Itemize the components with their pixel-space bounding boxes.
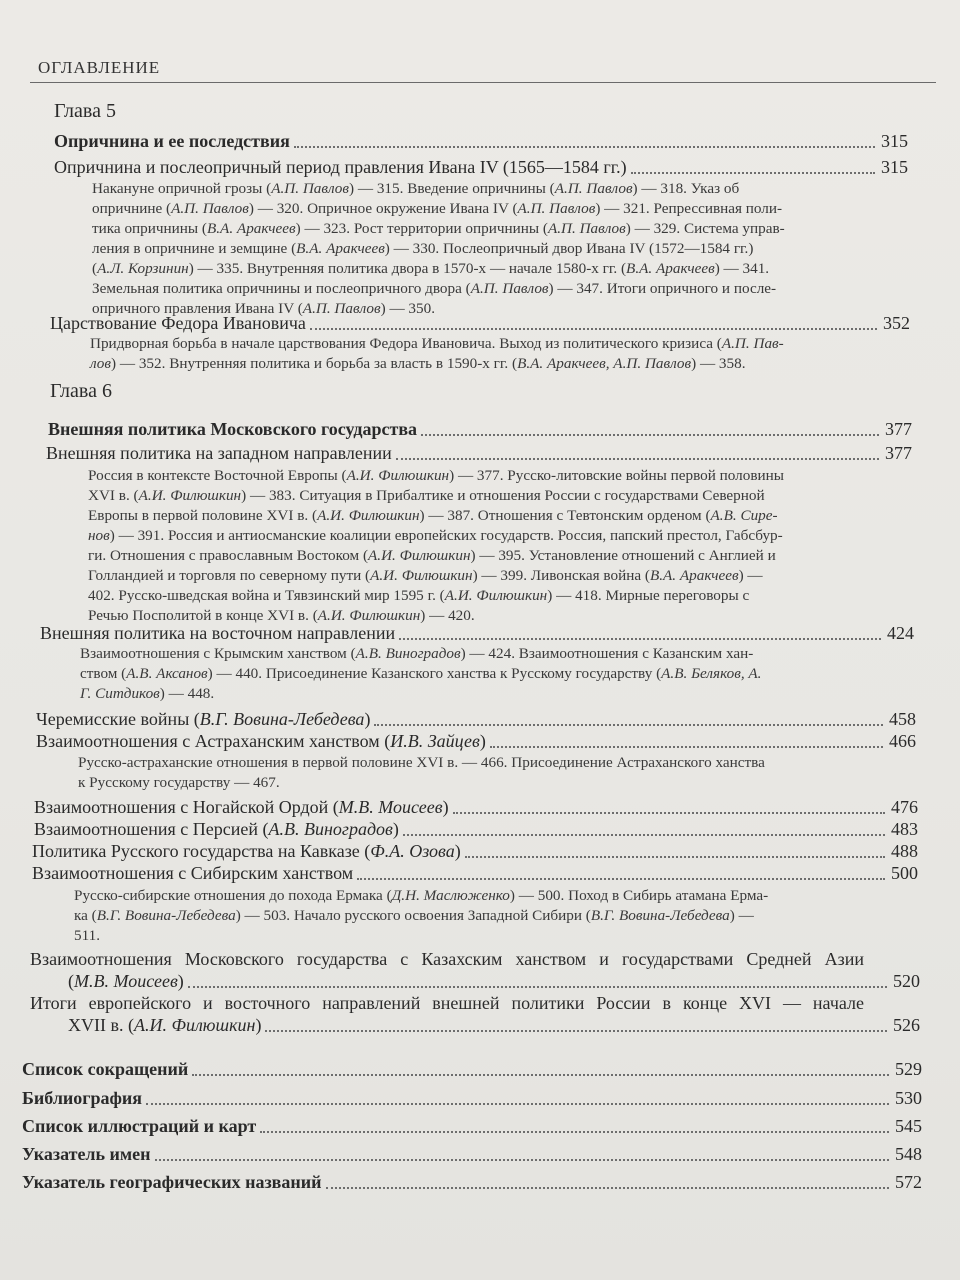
page-number: 315: [881, 131, 908, 151]
entry-title: Указатель географических названий: [22, 1172, 322, 1192]
subsection-list: [88, 466, 860, 626]
chapter-6-label: Глава 6: [50, 380, 112, 402]
subsection-line: Русско-астраханские отношения в первой половине XVI в. — 466. Присоединение Астраханского ханства: [78, 754, 765, 771]
subsection-line: тика опричнины (В.А. Аракчеев) — 323. Рост территории опричнины (А.П. Павлов) — 329. Система управ-: [92, 220, 785, 237]
entry-title: Взаимоотношения с Ногайской Ордой (М.В. Моисеев): [34, 797, 449, 817]
toc-entry-results-line1: Итоги европейского и восточного направлений внешней политики России в конце XVI — начале: [30, 993, 864, 1013]
entry-title: (М.В. Моисеев): [68, 971, 184, 991]
page-number: 572: [895, 1172, 922, 1192]
subsection-line: Придворная борьба в начале царствования Федора Ивановича. Выход из политического кризиса (А.П. Пав-: [90, 335, 784, 352]
toc-entry-astrakhan[interactable]: [36, 730, 916, 752]
toc-entry-bibliography[interactable]: [22, 1087, 922, 1109]
subsection-list: [92, 179, 832, 319]
toc-entry-persia[interactable]: [34, 818, 918, 840]
leader-dots: [155, 1158, 889, 1161]
subsection-line: ка (В.Г. Вовина-Лебедева) — 503. Начало русского освоения Западной Сибири (В.Г. Вовина-Лебедева) —: [74, 907, 754, 924]
leader-dots: [403, 833, 885, 836]
leader-dots: [631, 171, 875, 174]
leader-dots: [399, 637, 881, 640]
entry-title: Список сокращений: [22, 1059, 189, 1079]
toc-entry-east[interactable]: [40, 622, 914, 644]
entry-title: Черемисские войны (В.Г. Вовина-Лебедева): [36, 709, 371, 729]
subsection-line: ления в опричнине и земщине (В.А. Аракчеев) — 330. Послеопричный двор Ивана IV (1572—1584 гг.): [92, 240, 754, 257]
entry-title: Взаимоотношения с Астраханским ханством (И.В. Зайцев): [36, 731, 486, 751]
header-rule: [30, 82, 936, 83]
subsection-line: Европы в первой половине XVI в. (А.И. Филюшкин) — 387. Отношения с Тевтонским орденом (А.В. Сире-: [88, 507, 778, 524]
entry-title: Внешняя политика на западном направлении: [46, 443, 392, 463]
page-number: 352: [883, 313, 910, 333]
toc-entry-chapter-6[interactable]: [48, 418, 912, 440]
leader-dots: [453, 811, 885, 814]
chapter-5-label: Глава 5: [54, 100, 116, 122]
page-number: 529: [895, 1059, 922, 1079]
toc-entry-oprichnina[interactable]: [54, 156, 908, 178]
subsection-list: [78, 753, 862, 793]
toc-entry-results[interactable]: [68, 1014, 920, 1036]
page-number: 458: [889, 709, 916, 729]
leader-dots: [192, 1073, 889, 1076]
entry-title: Взаимоотношения с Персией (А.В. Виноградов): [34, 819, 399, 839]
page-number: 315: [881, 157, 908, 177]
toc-entry-nogai[interactable]: [34, 796, 918, 818]
subsection-line: опричного правления Ивана IV (А.П. Павлов) — 350.: [92, 300, 436, 317]
entry-title: Опричнина и послеопричный период правления Ивана IV (1565—1584 гг.): [54, 157, 627, 177]
subsection-line: Россия в контексте Восточной Европы (А.И. Филюшкин) — 377. Русско-литовские войны первой половины: [88, 467, 784, 484]
page-number: 377: [885, 443, 912, 463]
leader-dots: [396, 457, 879, 460]
subsection-line: ством (А.В. Аксанов) — 440. Присоединение Казанского ханства к Русскому государству (А.В. Беляков, А.: [80, 665, 762, 682]
page-number: 500: [891, 863, 918, 883]
toc-entry-illustrations[interactable]: [22, 1115, 922, 1137]
leader-dots: [146, 1102, 889, 1105]
subsection-line: Русско-сибирские отношения до похода Ермака (Д.Н. Маслюженко) — 500. Поход в Сибирь атамана Ерма-: [74, 887, 769, 904]
entry-title: Внешняя политика Московского государства: [48, 419, 418, 439]
leader-dots: [260, 1130, 889, 1133]
subsection-line: опричнине (А.П. Павлов) — 320. Опричное окружение Ивана IV (А.П. Павлов) — 321. Репрессивная поли-: [92, 200, 783, 217]
page-number: 466: [889, 731, 916, 751]
subsection-line: XVI в. (А.И. Филюшкин) — 383. Ситуация в Прибалтике и отношения России с государствами Северной: [88, 487, 765, 504]
page-number: 530: [895, 1088, 922, 1108]
entry-title: Политика Русского государства на Кавказе (Ф.А. Озова): [32, 841, 461, 861]
entry-title: Опричнина и ее последствия: [54, 131, 290, 151]
leader-dots: [490, 745, 883, 748]
toc-entry-west[interactable]: [46, 442, 912, 464]
page-number: 526: [893, 1015, 920, 1035]
leader-dots: [310, 327, 877, 330]
page-number: 476: [891, 797, 918, 817]
leader-dots: [374, 723, 883, 726]
page-number: 545: [895, 1116, 922, 1136]
toc-entry-caucasus[interactable]: [32, 840, 918, 862]
entry-title: Библиография: [22, 1088, 143, 1108]
entry-title: XVII в. (А.И. Филюшкин): [68, 1015, 262, 1035]
toc-entry-name-index[interactable]: [22, 1143, 922, 1165]
leader-dots: [465, 855, 885, 858]
subsection-line: (А.Л. Корзинин) — 335. Внутренняя политика двора в 1570-х — начале 1580-х гг. (В.А. Аракчеев) — 341.: [92, 260, 770, 277]
entry-title: Указатель имен: [22, 1144, 151, 1164]
toc-entry-geo-index[interactable]: [22, 1171, 922, 1193]
entry-title: Список иллюстраций и карт: [22, 1116, 257, 1136]
subsection-list: [74, 886, 866, 946]
subsection-list: [80, 644, 862, 704]
running-header: ОГЛАВЛЕНИЕ: [38, 58, 161, 77]
leader-dots: [265, 1029, 887, 1032]
page-number: 424: [887, 623, 914, 643]
leader-dots: [357, 877, 885, 880]
page-number: 520: [893, 971, 920, 991]
toc-entry-fedor[interactable]: [50, 312, 910, 334]
subsection-line: Взаимоотношения с Крымским ханством (А.В. Виноградов) — 424. Взаимоотношения с Казанским хан-: [80, 645, 754, 662]
page-number: 488: [891, 841, 918, 861]
subsection-line: Г. Ситдиков) — 448.: [80, 685, 215, 702]
subsection-line: Голландией и торговля по северному пути (А.И. Филюшкин) — 399. Ливонская война (В.А. Аракчеев) —: [88, 567, 763, 584]
leader-dots: [421, 433, 879, 436]
subsection-line: к Русскому государству — 467.: [78, 774, 280, 791]
toc-entry-kazakh-line1: Взаимоотношения Московского государства с Казахским ханством и государствами Средней Азии: [30, 949, 864, 969]
subsection-line: 402. Русско-шведская война и Тявзинский мир 1595 г. (А.И. Филюшкин) — 418. Мирные переговоры с: [88, 587, 750, 604]
page-number: 377: [885, 419, 912, 439]
toc-entry-abbreviations[interactable]: [22, 1058, 922, 1080]
leader-dots: [188, 985, 887, 988]
subsection-line: Речью Посполитой в конце XVI в. (А.И. Филюшкин) — 420.: [88, 607, 475, 624]
leader-dots: [294, 145, 875, 148]
toc-entry-cheremis[interactable]: [36, 708, 916, 730]
page-number: 548: [895, 1144, 922, 1164]
subsection-line: ги. Отношения с православным Востоком (А.И. Филюшкин) — 395. Установление отношений с Англией и: [88, 547, 776, 564]
subsection-line: лов) — 352. Внутренняя политика и борьба за власть в 1590-х гг. (В.А. Аракчеев, А.П. Павлов) — 358.: [90, 355, 746, 372]
entry-title: Внешняя политика на восточном направлении: [40, 623, 396, 643]
leader-dots: [326, 1186, 889, 1189]
subsection-line: 511.: [74, 927, 101, 944]
page-number: 483: [891, 819, 918, 839]
toc-entry-siberia[interactable]: [32, 862, 918, 884]
toc-entry-kazakh[interactable]: [68, 970, 920, 992]
subsection-line: нов) — 391. Россия и антиосманские коалиции европейских государств. Россия, папский престол, Габсбур-: [88, 527, 783, 544]
toc-entry-chapter-5[interactable]: [54, 130, 908, 152]
subsection-line: Земельная политика опричнины и послеопричного двора (А.П. Павлов) — 347. Итоги опричного и после-: [92, 280, 777, 297]
subsection-list: [90, 334, 830, 374]
entry-title: Взаимоотношения с Сибирским ханством: [32, 863, 354, 883]
entry-title: Царствование Федора Ивановича: [50, 313, 306, 333]
subsection-line: Накануне опричной грозы (А.П. Павлов) — 315. Введение опричнины (А.П. Павлов) — 318. Указ об: [92, 180, 740, 197]
